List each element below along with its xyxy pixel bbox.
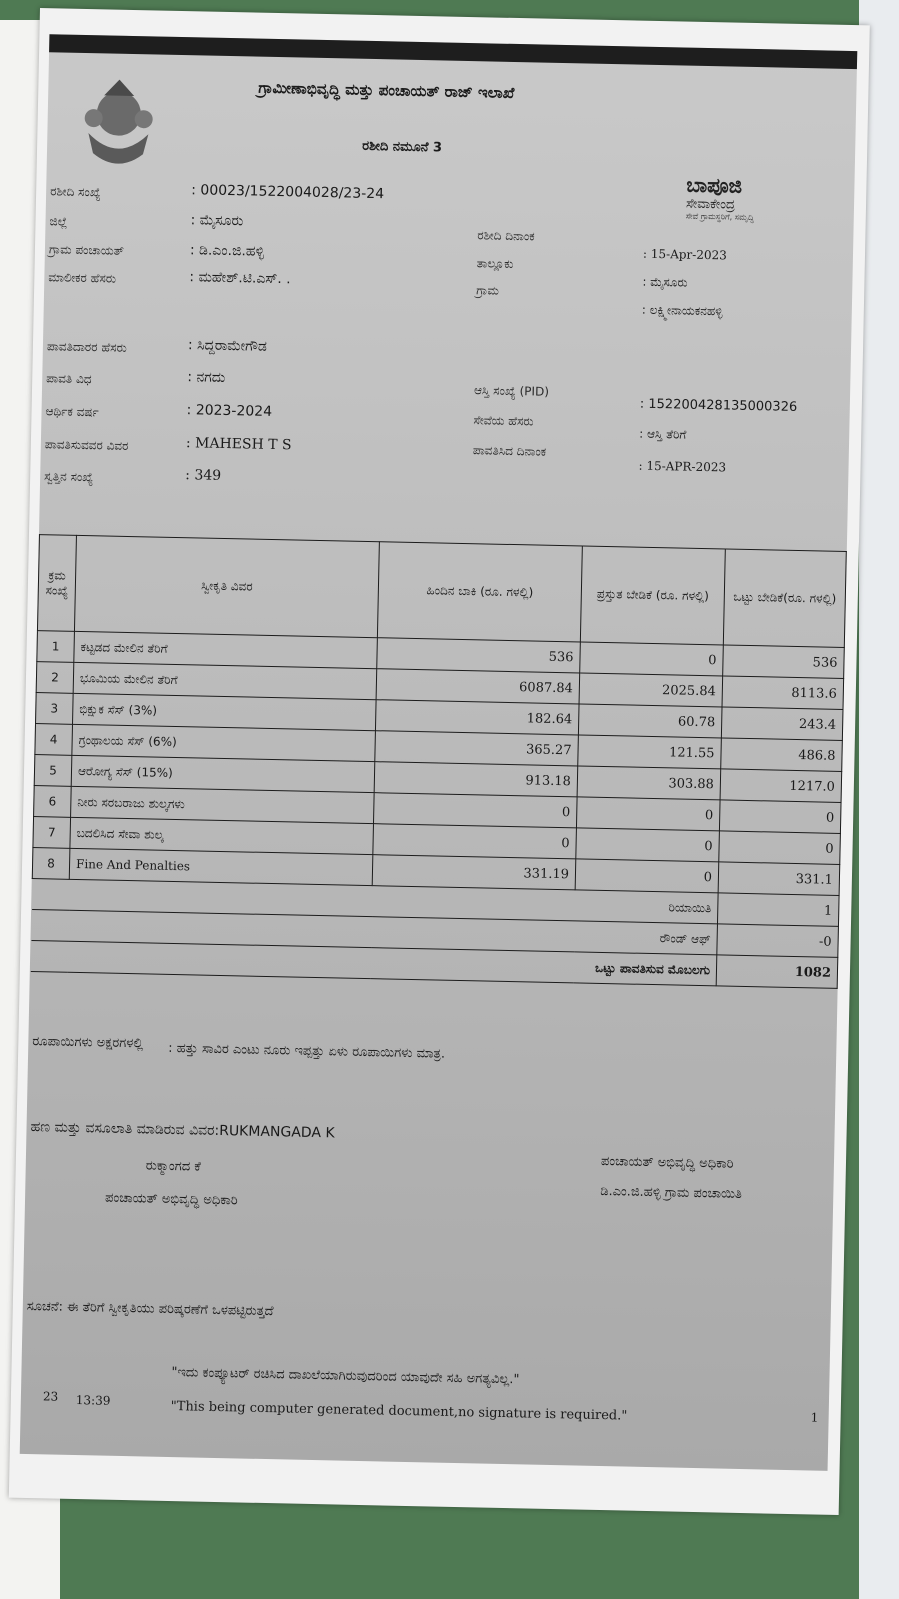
row-prev: 182.64 [375,700,579,735]
row-desc: ಭಿಕ್ಷುಕ ಸೆಸ್ (3%) [73,693,377,730]
village-label: ಗ್ರಾಮ [476,283,499,298]
print-time: 13:39 [75,1393,111,1408]
row-curr: 2025.84 [579,673,723,707]
total-payable-value: 1082 [716,955,838,989]
payment-mode-value: : ನಗದು [187,369,226,386]
row-sno: 7 [33,817,71,849]
row-curr: 121.55 [578,735,722,769]
owner-name-label: ಮಾಲೀಕರ ಹೆಸರು [48,270,117,286]
row-curr: 0 [576,828,720,862]
col-curr-header: ಪ್ರಸ್ತುತ ಬೇಡಿಕೆ (ರೂ. ಗಳಲ್ಲಿ) [580,546,725,645]
financial-year-value: : 2023-2024 [186,402,273,420]
gram-panchayat-label: ಗ್ರಾಮ ಪಂಚಾಯತ್ [48,242,125,258]
officer-title: ಪಂಚಾಯತ್ ಅಭಿವೃದ್ಧಿ ಅಧಿಕಾರಿ [600,1154,734,1172]
logo-tagline: ಸೇವೆ ಗ್ರಾಮಸ್ಥರಿಗೆ, ಸಮೃದ್ಧಿ [685,211,754,222]
district-label: ಜಿಲ್ಲೆ [49,214,68,229]
payer-name-label: ಪಾವತಿದಾರರ ಹೆಸರು [46,339,127,355]
owner-name-value: : ಮಹೇಶ್.ಟಿ.ಎಸ್. . [189,269,291,288]
property-number-label: ಸ್ವತ್ತಿನ ಸಂಖ್ಯೆ [44,469,94,485]
receipt-number-label: ರಶೀದಿ ಸಂಖ್ಯೆ [50,184,101,200]
officer-office: ಡಿ.ಎಂ.ಜಿ.ಹಳ್ಳಿ ಗ್ರಾಮ ಪಂಚಾಯಿತಿ [600,1183,743,1202]
payer-name-value: : ಸಿದ್ದರಾಮೇಗೌಡ [187,337,267,355]
logo-sub-text: ಸೇವಾಕೇಂದ್ರ [685,196,736,213]
print-date-fragment: 23 [42,1389,59,1404]
financial-year-label: ಆರ್ಥಿಕ ವರ್ಷ [45,404,99,420]
row-prev: 913.18 [374,762,578,797]
table-header-row [37,535,846,648]
service-name-value: : ಆಸ್ತಿ ತೆರಿಗೆ [639,426,687,442]
footer-english: "This being computer generated document,no signature is required." [170,1399,628,1424]
row-total: 536 [723,645,845,679]
receipt-date-label: ರಶೀದಿ ದಿನಾಂಕ [477,228,535,244]
form-name: ರಶೀದಿ ನಮೂನೆ 3 [362,138,443,156]
row-total: 486.8 [721,738,843,772]
payer-details-value: : MAHESH T S [185,435,292,454]
row-prev: 6087.84 [376,669,580,704]
receipt-paper [9,8,870,1515]
paid-date-label: ಪಾವತಿಸಿದ ದಿನಾಂಕ [472,443,547,459]
gram-panchayat-value: : ಡಿ.ಎಂ.ಜಿ.ಹಳ್ಳಿ [189,242,265,260]
row-sno: 8 [32,848,70,880]
row-total: 0 [719,800,841,834]
service-name-label: ಸೇವೆಯ ಹೆಸರು [473,413,534,429]
row-curr: 60.78 [578,704,722,738]
payment-mode-label: ಪಾವತಿ ವಿಧ [46,371,92,387]
row-desc: ಗ್ರಂಥಾಲಯ ಸೆಸ್ (6%) [72,724,376,761]
row-desc: ಆರೋಗ್ಯ ಸೆಸ್ (15%) [71,755,375,792]
department-title: ಗ್ರಾಮೀಣಾಭಿವೃದ್ಧಿ ಮತ್ತು ಪಂಚಾಯತ್ ರಾಜ್ ಇಲಾಖೆ [258,78,515,102]
receipt-number-value: : 00023/1522004028/23-24 [191,182,385,203]
round-off-value: -0 [717,924,839,958]
discount-value: 1 [717,893,839,927]
village-value: : ಲಕ್ಷ್ಮೀನಾಯಕನಹಳ್ಳಿ [641,302,723,319]
footer-kannada: "ಇದು ಕಂಪ್ಯೂಟರ್ ರಚಿಸಿದ ದಾಖಲೆಯಾಗಿರುವುದರಿಂದ ಯಾವುದೇ ಸಹಿ ಅಗತ್ಯವಿಲ್ಲ." [171,1365,520,1388]
logo-main-text: ಬಾಪೂಜಿ [686,172,743,198]
receipt-date-value: : 15-Apr-2023 [642,246,727,263]
row-desc: Fine And Penalties [69,848,373,885]
row-prev: 536 [377,638,581,673]
row-total: 0 [719,831,841,865]
collector-line: ಹಣ ಮತ್ತು ವಸೂಲಾತಿ ಮಾಡಿರುವ ವಿವರ:RUKMANGADA K [30,1119,335,1142]
pid-value: : 152200428135000326 [639,396,798,415]
property-number-value: : 349 [185,467,222,484]
total-payable-label: ಒಟ್ಟು ಪಾವತಿಸುವ ಮೊಬಲಗು [30,941,716,986]
row-desc: ಬದಲಿಸಿದ ಸೇವಾ ಶುಲ್ಕ [70,817,374,854]
row-total: 1217.0 [720,769,842,803]
paid-date-value: : 15-APR-2023 [638,458,727,475]
row-total: 8113.6 [722,676,844,710]
amount-in-words-value: : ಹತ್ತು ಸಾವಿರ ಎಂಟು ನೂರು ಇಪ್ಪತ್ತು ಏಳು ರೂಪಾಯಿಗಳು ಮಾತ್ರ. [168,1040,446,1062]
taluk-label: ತಾಲ್ಲೂಕು [476,256,514,271]
col-total-header: ಒಟ್ಟು ಬೇಡಿಕೆ(ರೂ. ಗಳಲ್ಲಿ) [723,549,846,648]
collector-title: ಪಂಚಾಯತ್ ಅಭಿವೃದ್ಧಿ ಅಧಿಕಾರಿ [104,1190,238,1209]
photocopy-dark-edge [49,34,857,69]
row-sno: 5 [34,755,72,787]
receipt-table [30,534,847,989]
district-value: : ಮೈಸೂರು [190,212,244,230]
row-sno: 3 [36,693,74,725]
row-curr: 303.88 [577,766,721,800]
row-curr: 0 [575,859,719,893]
karnataka-emblem-icon [73,73,165,175]
row-prev: 0 [373,793,577,828]
taluk-value: : ಮೈಸೂರು [642,274,688,290]
row-desc: ಕಟ್ಟಡದ ಮೇಲಿನ ತೆರಿಗೆ [74,631,378,668]
page-number: 1 [810,1410,819,1425]
row-prev: 331.19 [372,855,576,890]
row-sno: 6 [34,786,72,818]
row-prev: 365.27 [375,731,579,766]
row-desc: ನೀರು ಸರಬರಾಜು ಶುಲ್ಕಗಳು [71,786,375,823]
receipt-sheet [20,34,858,1471]
col-sno-header: ಕ್ರಮ ಸಂಖ್ಯೆ [37,535,76,632]
col-prev-header: ಹಿಂದಿನ ಬಾಕಿ (ರೂ. ಗಳಲ್ಲಿ) [377,542,582,642]
row-sno: 2 [36,662,74,694]
row-curr: 0 [580,642,724,676]
discount-label: ರಿಯಾಯಿತಿ [32,879,718,924]
row-prev: 0 [373,824,577,859]
row-total: 243.4 [721,707,843,741]
row-desc: ಭೂಮಿಯ ಮೇಲಿನ ತೆರಿಗೆ [73,662,377,699]
pid-label: ಆಸ್ತಿ ಸಂಖ್ಯೆ (PID) [473,383,550,399]
bapuji-seva-kendra-logo [685,173,827,251]
row-sno: 4 [35,724,73,756]
revision-note: ಸೂಚನೆ: ಈ ತೆರಿಗೆ ಸ್ವೀಕೃತಿಯು ಪರಿಷ್ಕರಣೆಗೆ ಒಳಪಟ್ಟಿರುತ್ತದೆ [26,1299,274,1320]
row-sno: 1 [37,631,75,663]
round-off-label: ರೌಂಡ್ ಆಫ್ [31,910,717,955]
collector-name: ರುಕ್ಮಾಂಗದ ಕೆ [145,1158,201,1175]
col-desc-header: ಸ್ವೀಕೃತಿ ವಿವರ [74,535,379,637]
payer-details-label: ಪಾವತಿಸುವವರ ವಿವರ [44,437,129,453]
amount-in-words-label: ರೂಪಾಯಿಗಳು ಅಕ್ಷರಗಳಲ್ಲಿ [32,1034,144,1052]
row-curr: 0 [576,797,720,831]
row-total: 331.1 [718,862,840,896]
